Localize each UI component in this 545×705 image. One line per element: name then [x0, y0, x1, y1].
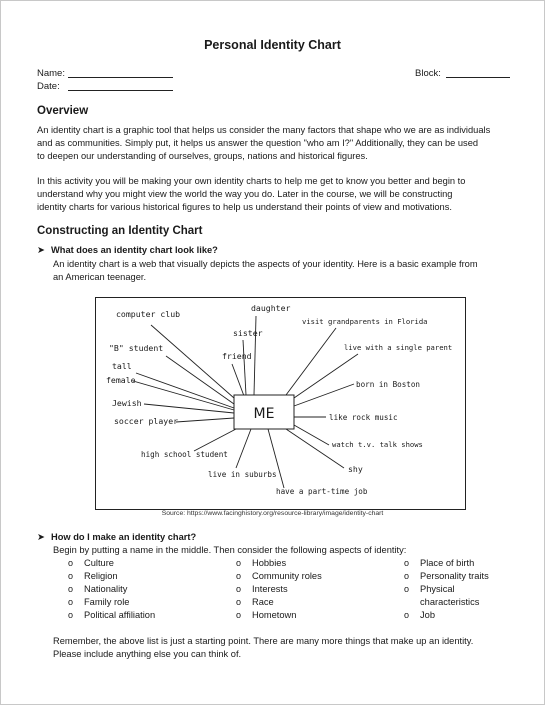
arrow-bullet-icon: ➤ [37, 532, 45, 542]
chart-label: shy [348, 464, 363, 474]
question-2: ➤ How do I make an identity chart? [37, 532, 197, 542]
list-item: o Religion [68, 571, 118, 581]
constructing-heading: Constructing an Identity Chart [37, 225, 203, 237]
identity-chart-drawing [96, 298, 465, 509]
chart-label: "B" student [109, 343, 164, 353]
circle-bullet-icon: o [68, 584, 74, 594]
chart-label: like rock music [329, 413, 398, 422]
list-item: o Political affiliation [68, 610, 156, 620]
circle-bullet-icon: o [236, 571, 242, 581]
identity-chart-example [95, 297, 466, 510]
list-item: o Nationality [68, 584, 128, 594]
name-label: Name: [37, 68, 65, 79]
arrow-bullet-icon: ➤ [37, 245, 45, 255]
name-field[interactable] [37, 68, 65, 79]
list-item: o Personality traits [404, 571, 489, 581]
aspects-column-1 [68, 557, 155, 622]
list-item: o Place of birth [404, 558, 475, 568]
question-2-intro: Begin by putting a name in the middle. Then consider the following aspects of identity: [53, 545, 407, 555]
circle-bullet-icon: o [404, 558, 410, 568]
chart-label: Jewish [112, 398, 142, 408]
overview-heading: Overview [37, 105, 89, 117]
list-item: o Family role [68, 597, 130, 607]
chart-label: visit grandparents in Florida [302, 317, 428, 326]
chart-label: high school student [141, 450, 228, 459]
list-item-continued: characteristics [420, 597, 480, 607]
aspects-column-3 [404, 557, 489, 622]
block-line [446, 68, 510, 78]
circle-bullet-icon: o [68, 571, 74, 581]
circle-bullet-icon: o [68, 610, 74, 620]
page-title: Personal Identity Chart [204, 38, 341, 52]
question-1-answer: An identity chart is a web that visually depicts the aspects of your identity. Here is a basic example from an American teenager. [53, 259, 478, 282]
date-label: Date: [37, 81, 60, 92]
name-line [68, 68, 173, 78]
chart-label: sister [233, 328, 263, 338]
date-line [68, 81, 173, 91]
list-item: o Culture [68, 558, 114, 568]
circle-bullet-icon: o [68, 558, 74, 568]
list-item: o Interests [236, 584, 288, 594]
aspects-column-2 [236, 557, 322, 622]
circle-bullet-icon: o [236, 597, 242, 607]
chart-label: live with a single parent [344, 343, 453, 352]
chart-center-label: ME [253, 406, 275, 422]
block-field[interactable] [415, 68, 441, 79]
chart-label: friend [222, 351, 252, 361]
list-item: o Job [404, 610, 435, 620]
list-item: o Hometown [236, 610, 297, 620]
chart-label: soccer player [114, 416, 179, 426]
chart-label: watch t.v. talk shows [332, 440, 423, 449]
chart-label: live in suburbs [208, 470, 277, 479]
question-1: ➤ What does an identity chart look like? [37, 245, 218, 255]
circle-bullet-icon: o [236, 558, 242, 568]
chart-label: female [106, 375, 136, 385]
circle-bullet-icon: o [236, 584, 242, 594]
circle-bullet-icon: o [404, 584, 410, 594]
chart-label: have a part-time job [276, 487, 368, 496]
image-source-caption: Source: https://www.facinghistory.org/resource-library/image/identity-chart [161, 510, 384, 517]
list-item: o Community roles [236, 571, 322, 581]
circle-bullet-icon: o [404, 610, 410, 620]
chart-label: computer club [116, 309, 181, 319]
date-field[interactable] [37, 81, 60, 92]
chart-label: born in Boston [356, 380, 421, 389]
chart-label: tall [112, 361, 132, 371]
list-item: o Race [236, 597, 274, 607]
circle-bullet-icon: o [68, 597, 74, 607]
list-item: o Physical [404, 584, 455, 594]
circle-bullet-icon: o [404, 571, 410, 581]
closing-paragraph: Remember, the above list is just a starting point. There are many more things that make up an identity. Please include anything else you can think of. [53, 636, 474, 659]
overview-paragraph-1: An identity chart is a graphic tool that helps us consider the many factors that shape who we are as individuals and as communities. Simply put, it helps us answer the question "who am I?" Additionally, they can be used to deepen our understanding of ourselves, groups, nations and historical figures. [37, 125, 491, 161]
circle-bullet-icon: o [236, 610, 242, 620]
overview-paragraph-2: In this activity you will be making your own identity charts to help me get to know you better and begin to understand why you might view the world the way you do. Later in the course, we will be constructing identity charts for various historical figures to help us understand their points of view and motivations. [37, 176, 466, 212]
chart-label: daughter [251, 303, 291, 313]
list-item: o Hobbies [236, 558, 287, 568]
block-label: Block: [415, 68, 441, 79]
